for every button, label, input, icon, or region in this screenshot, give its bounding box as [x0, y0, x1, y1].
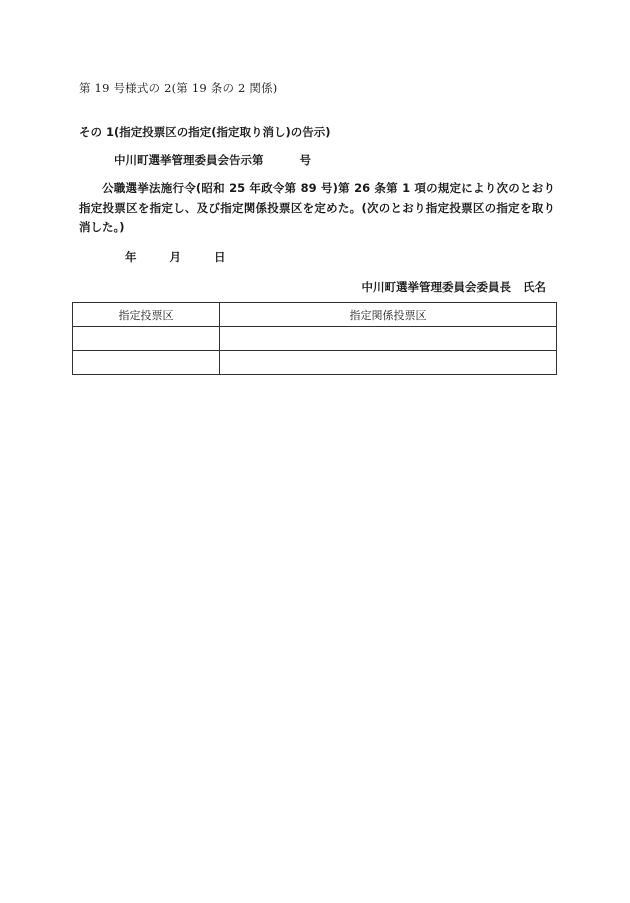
date-line [125, 249, 226, 265]
header-designated-district: 指定投票区 [73, 303, 220, 327]
table-row [73, 327, 557, 351]
notice-number-label: 号 [299, 153, 311, 167]
table-cell [220, 327, 557, 351]
table-cell [220, 351, 557, 375]
section-title: その 1(指定投票区の指定(指定取り消し)の告示) [79, 125, 331, 139]
table-row [73, 351, 557, 375]
table-cell [73, 327, 220, 351]
header-related-district: 指定関係投票区 [220, 303, 557, 327]
date-year-label: 年 [125, 250, 137, 264]
table-header-row [73, 303, 557, 327]
district-table [72, 302, 557, 375]
table-cell [73, 351, 220, 375]
signature-line [362, 279, 547, 295]
chairman-name-label: 氏名 [523, 280, 546, 294]
chairman-title: 中川町選挙管理委員会委員長 [361, 280, 511, 294]
date-month-label: 月 [169, 250, 181, 264]
notice-header [114, 152, 311, 168]
date-day-label: 日 [214, 250, 226, 264]
notice-body-text: 公職選挙法施行令(昭和 25 年政令第 89 号)第 26 条第 1 項の規定により次のとおり指定投票区を指定し、及び指定関係投票区を定めた。(次のとおり指定投票区の指定を取り消した。) [79, 181, 555, 234]
form-number: 第 19 号様式の 2(第 19 条の 2 関係) [79, 81, 278, 95]
notice-heading: 中川町選挙管理委員会告示第 [114, 153, 264, 167]
